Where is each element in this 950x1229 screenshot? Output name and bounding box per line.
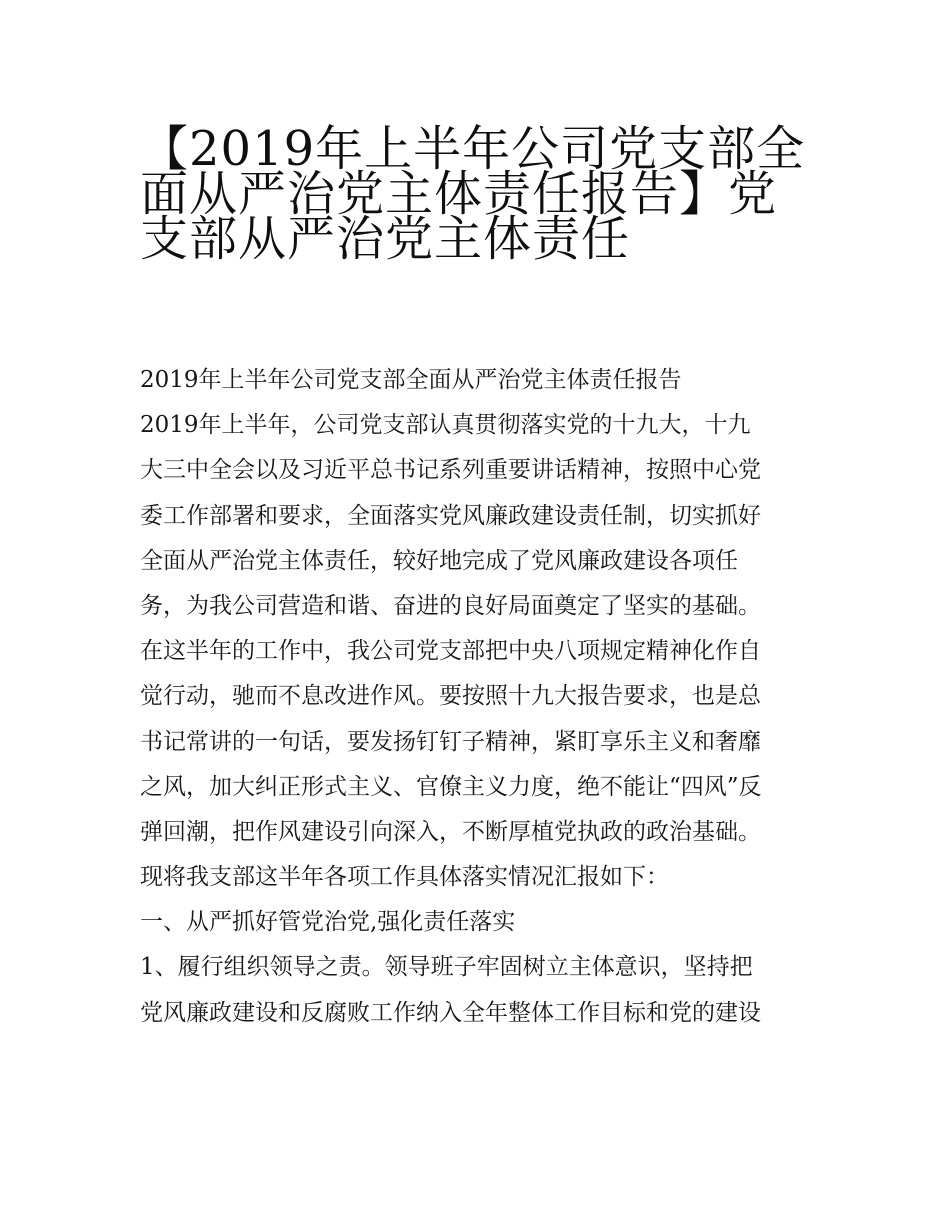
body-line: 之风，加大纠正形式主义、官僚主义力度，绝不能让“四风”反 xyxy=(140,773,762,800)
body-line: 委工作部署和要求，全面落实党风廉政建设责任制，切实抓好 xyxy=(140,502,761,529)
body-line: 觉行动，驰而不息改进作风。要按照十九大报告要求，也是总 xyxy=(140,683,761,710)
body-line: 党风廉政建设和反腐败工作纳入全年整体工作目标和党的建设 xyxy=(140,999,761,1026)
body-line: 大三中全会以及习近平总书记系列重要讲话精神，按照中心党 xyxy=(140,457,761,484)
title-line: 支部从严治党主体责任 xyxy=(140,211,631,268)
body-line: 在这半年的工作中，我公司党支部把中央八项规定精神化作自 xyxy=(140,638,761,665)
body-line: 弹回潮，把作风建设引向深入，不断厚植党执政的政治基础。 xyxy=(140,818,761,845)
body-line: 2019年上半年，公司党支部认真贯彻落实党的十九大，十九 xyxy=(140,412,751,439)
body-line: 全面从严治党主体责任，较好地完成了党风廉政建设各项任 xyxy=(140,547,738,574)
title-line: 【2019年上半年公司党支部全 xyxy=(140,121,806,177)
title-line: 面从严治党主体责任报告】党 xyxy=(140,166,778,223)
section-heading: 一、从严抓好管党治党,强化责任落实 xyxy=(140,909,516,936)
document-body xyxy=(140,358,820,1036)
body-line: 1、履行组织领导之责。领导班子牢固树立主体意识，坚持把 xyxy=(140,954,753,981)
document-title xyxy=(140,112,820,268)
body-line: 书记常讲的一句话，要发扬钉钉子精神，紧盯享乐主义和奢靡 xyxy=(140,728,761,755)
body-line: 2019年上半年公司党支部全面从严治党主体责任报告 xyxy=(140,367,682,393)
body-line: 务，为我公司营造和谐、奋进的良好局面奠定了坚实的基础。 xyxy=(140,592,761,619)
body-line: 现将我支部这半年各项工作具体落实情况汇报如下： xyxy=(140,864,669,891)
